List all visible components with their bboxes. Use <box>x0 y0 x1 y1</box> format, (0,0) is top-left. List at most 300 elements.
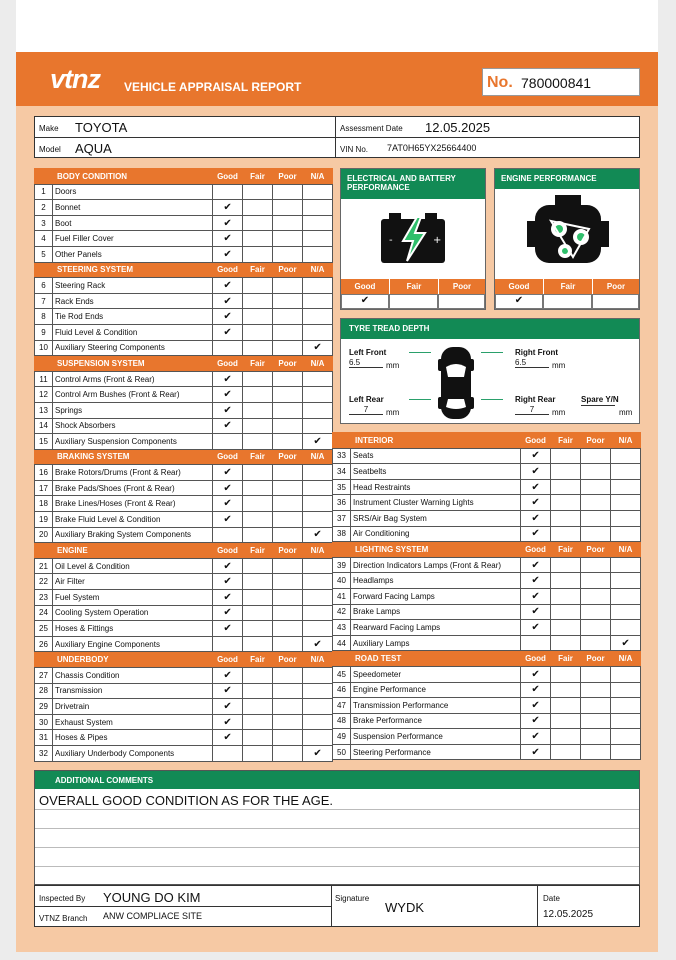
item-number: 26 <box>35 636 53 652</box>
rating-cell-fair[interactable] <box>243 730 273 746</box>
rating-cell-poor[interactable] <box>273 231 303 247</box>
checklist-row <box>333 588 641 604</box>
item-number: 31 <box>35 730 53 746</box>
rating-cell-good[interactable]: ✔ <box>213 668 243 684</box>
rating-cell-fair[interactable] <box>243 184 273 200</box>
rating-cell-fair[interactable] <box>243 371 273 387</box>
rating-cell-fair[interactable] <box>551 510 581 526</box>
rating-cell-fair[interactable] <box>243 527 273 543</box>
rating-cell-fair[interactable] <box>243 278 273 294</box>
rating-cell-na[interactable] <box>303 215 333 231</box>
rating-cell-na[interactable] <box>303 324 333 340</box>
column-header-fair: Fair <box>243 449 273 465</box>
rating-cell-na[interactable] <box>303 246 333 262</box>
vin-label: VIN No. <box>340 145 369 154</box>
rating-cell-fair[interactable] <box>551 495 581 511</box>
column-header-poor: Poor <box>581 651 611 667</box>
item-label: Auxiliary Lamps <box>351 635 521 651</box>
rating-cell-fair[interactable] <box>243 590 273 606</box>
rating-cell-fair[interactable] <box>243 200 273 216</box>
rating-cell-good[interactable]: ✔ <box>213 496 243 512</box>
rating-cell-good[interactable]: ✔ <box>521 557 551 573</box>
rating-cell-poor[interactable] <box>581 713 611 729</box>
item-number: 17 <box>35 480 53 496</box>
rating-cell-good[interactable]: ✔ <box>213 418 243 434</box>
rating-cell-poor[interactable] <box>581 682 611 698</box>
rating-cell-poor[interactable] <box>581 557 611 573</box>
top-margin <box>16 0 658 52</box>
rating-cell-na[interactable] <box>303 371 333 387</box>
rating-cell-poor[interactable] <box>273 434 303 450</box>
column-header-fair: Fair <box>243 169 273 185</box>
item-label: Suspension Performance <box>351 729 521 745</box>
rating-cell-na[interactable] <box>303 668 333 684</box>
rating-cell-na[interactable] <box>303 293 333 309</box>
checklist-row <box>35 434 333 450</box>
item-label: Exhaust System <box>53 714 213 730</box>
rating-cell-poor[interactable] <box>273 418 303 434</box>
rating-cell-fair[interactable] <box>243 558 273 574</box>
section-header <box>35 262 333 278</box>
rating-cell-na[interactable]: ✔ <box>303 434 333 450</box>
rating-cell-good[interactable]: ✔ <box>213 371 243 387</box>
rating-cell-poor[interactable] <box>273 324 303 340</box>
rating-cell-fair[interactable] <box>551 729 581 745</box>
rating-cell-poor[interactable] <box>273 340 303 356</box>
rating-cell-poor[interactable] <box>273 590 303 606</box>
rating-cell-poor[interactable] <box>273 527 303 543</box>
section-title: BODY CONDITION <box>35 169 213 185</box>
rating-cell-good[interactable] <box>213 184 243 200</box>
rating-cell-fair[interactable] <box>243 480 273 496</box>
rating-cell-na[interactable] <box>303 558 333 574</box>
rating-cell-na[interactable] <box>611 729 641 745</box>
rating-cell-na[interactable] <box>303 387 333 403</box>
rating-cell-fair[interactable] <box>551 588 581 604</box>
rating-cell-good[interactable]: ✔ <box>213 278 243 294</box>
rating-cell-na[interactable] <box>303 512 333 528</box>
rating-cell-good[interactable]: ✔ <box>521 588 551 604</box>
rating-cell-na[interactable] <box>303 683 333 699</box>
rating-cell-poor[interactable] <box>581 510 611 526</box>
rating-cell-na[interactable] <box>611 448 641 464</box>
rating-cell-good[interactable]: ✔ <box>213 590 243 606</box>
rating-cell-poor[interactable] <box>273 605 303 621</box>
rating-cell-fair[interactable] <box>243 605 273 621</box>
rear-left-arrow <box>409 399 431 400</box>
rating-cell-good[interactable]: ✔ <box>213 714 243 730</box>
right-rear-value[interactable]: 7 <box>515 405 549 415</box>
item-label: Brake Lines/Hoses (Front & Rear) <box>53 496 213 512</box>
rating-cell-good[interactable]: ✔ <box>213 324 243 340</box>
left-checklist <box>34 168 333 762</box>
rating-cell-poor[interactable] <box>581 479 611 495</box>
rating-cell-poor[interactable] <box>581 604 611 620</box>
item-label: Auxiliary Underbody Components <box>53 745 213 761</box>
section-title: BRAKING SYSTEM <box>35 449 213 465</box>
column-header-good: Good <box>213 356 243 372</box>
rating-cell-good[interactable]: ✔ <box>213 402 243 418</box>
rating-cell-fair[interactable] <box>243 340 273 356</box>
rating-cell-good[interactable]: ✔ <box>521 479 551 495</box>
rating-cell-good[interactable] <box>213 527 243 543</box>
rating-cell-good[interactable]: ✔ <box>521 510 551 526</box>
rating-cell-fair[interactable] <box>243 683 273 699</box>
rating-cell-poor[interactable] <box>581 729 611 745</box>
item-label: Speedometer <box>351 666 521 682</box>
svg-text:+: + <box>433 235 442 246</box>
rating-cell-poor[interactable] <box>581 635 611 651</box>
report-header <box>16 52 658 106</box>
electrical-good-cell[interactable]: ✔ <box>341 294 389 309</box>
rating-cell-good[interactable]: ✔ <box>213 387 243 403</box>
rating-cell-fair[interactable] <box>551 635 581 651</box>
rating-cell-na[interactable] <box>303 605 333 621</box>
rating-cell-na[interactable]: ✔ <box>303 636 333 652</box>
rating-cell-fair[interactable] <box>551 479 581 495</box>
rating-cell-good[interactable]: ✔ <box>213 699 243 715</box>
item-label: Fuel System <box>53 590 213 606</box>
rating-cell-good[interactable]: ✔ <box>213 293 243 309</box>
item-number: 33 <box>333 448 351 464</box>
rating-cell-good[interactable]: ✔ <box>521 526 551 542</box>
checklist-row <box>333 557 641 573</box>
item-number: 50 <box>333 744 351 760</box>
rating-cell-fair[interactable] <box>551 698 581 714</box>
rating-cell-good[interactable] <box>213 636 243 652</box>
rating-cell-na[interactable] <box>303 184 333 200</box>
assessment-date-label: Assessment Date <box>340 124 403 133</box>
item-label: Auxiliary Braking System Components <box>53 527 213 543</box>
rating-cell-fair[interactable] <box>551 573 581 589</box>
left-front-value[interactable]: 6.5 <box>349 358 383 368</box>
column-header-na: N/A <box>303 543 333 559</box>
item-label: Shock Absorbers <box>53 418 213 434</box>
rating-cell-poor[interactable] <box>273 668 303 684</box>
rating-cell-fair[interactable] <box>551 620 581 636</box>
rating-cell-good[interactable]: ✔ <box>521 729 551 745</box>
rating-cell-na[interactable] <box>611 557 641 573</box>
rating-cell-good[interactable]: ✔ <box>213 480 243 496</box>
rating-cell-poor[interactable] <box>581 448 611 464</box>
rating-cell-na[interactable] <box>303 480 333 496</box>
electrical-poor-cell[interactable] <box>438 294 485 309</box>
appraisal-sheet <box>16 0 658 952</box>
rating-cell-fair[interactable] <box>243 465 273 481</box>
rating-cell-poor[interactable] <box>273 714 303 730</box>
rating-cell-poor[interactable] <box>273 621 303 637</box>
rating-cell-poor[interactable] <box>273 699 303 715</box>
engine-poor-cell[interactable] <box>592 294 639 309</box>
rating-cell-fair[interactable] <box>243 246 273 262</box>
branch-label: VTNZ Branch <box>39 914 88 923</box>
section-title: SUSPENSION SYSTEM <box>35 356 213 372</box>
rating-cell-na[interactable] <box>611 713 641 729</box>
rating-cell-good[interactable]: ✔ <box>521 713 551 729</box>
checklist-row <box>333 620 641 636</box>
checklist-row <box>333 604 641 620</box>
rating-cell-good[interactable]: ✔ <box>213 465 243 481</box>
rating-cell-na[interactable] <box>611 620 641 636</box>
rating-cell-poor[interactable] <box>581 698 611 714</box>
rating-cell-good[interactable] <box>213 340 243 356</box>
rating-cell-poor[interactable] <box>581 573 611 589</box>
column-header-poor: Poor <box>273 652 303 668</box>
item-number: 22 <box>35 574 53 590</box>
rating-cell-na[interactable] <box>611 573 641 589</box>
checklist-row <box>35 745 333 761</box>
checklist-row <box>333 495 641 511</box>
rating-cell-na[interactable] <box>303 231 333 247</box>
rating-cell-good[interactable]: ✔ <box>521 744 551 760</box>
rating-cell-na[interactable] <box>303 699 333 715</box>
report-number: 780000841 <box>521 75 592 91</box>
rating-cell-poor[interactable] <box>273 309 303 325</box>
rating-cell-na[interactable] <box>303 574 333 590</box>
rating-cell-na[interactable]: ✔ <box>303 527 333 543</box>
rating-cell-poor[interactable] <box>581 620 611 636</box>
rating-cell-poor[interactable] <box>273 683 303 699</box>
rating-cell-fair[interactable] <box>551 744 581 760</box>
rating-cell-fair[interactable] <box>243 699 273 715</box>
rating-cell-good[interactable]: ✔ <box>521 604 551 620</box>
rating-cell-fair[interactable] <box>551 682 581 698</box>
rating-cell-poor[interactable] <box>273 512 303 528</box>
rating-cell-poor[interactable] <box>273 387 303 403</box>
rating-cell-fair[interactable] <box>243 512 273 528</box>
rating-cell-poor[interactable] <box>273 184 303 200</box>
rating-cell-good[interactable] <box>213 434 243 450</box>
rating-cell-poor[interactable] <box>273 293 303 309</box>
column-header-na: N/A <box>303 262 333 278</box>
checklist-row <box>35 683 333 699</box>
checklist-row <box>35 699 333 715</box>
rating-cell-na[interactable] <box>303 621 333 637</box>
rating-cell-fair[interactable] <box>551 713 581 729</box>
rating-cell-fair[interactable] <box>243 636 273 652</box>
rating-cell-good[interactable]: ✔ <box>521 682 551 698</box>
rating-cell-poor[interactable] <box>581 588 611 604</box>
item-number: 3 <box>35 215 53 231</box>
rating-cell-fair[interactable] <box>243 496 273 512</box>
rating-cell-na[interactable] <box>303 465 333 481</box>
report-number-box <box>482 68 640 96</box>
rating-cell-fair[interactable] <box>243 714 273 730</box>
rating-cell-fair[interactable] <box>551 526 581 542</box>
section-title: ENGINE <box>35 543 213 559</box>
rating-cell-na[interactable] <box>611 604 641 620</box>
item-label: Hoses & Fittings <box>53 621 213 637</box>
rating-cell-poor[interactable] <box>273 215 303 231</box>
checklist-row <box>35 668 333 684</box>
rating-cell-fair[interactable] <box>243 309 273 325</box>
rating-cell-good[interactable]: ✔ <box>213 574 243 590</box>
make-value: TOYOTA <box>75 120 128 135</box>
rating-cell-na[interactable] <box>611 526 641 542</box>
rating-cell-poor[interactable] <box>581 495 611 511</box>
rating-cell-good[interactable]: ✔ <box>213 200 243 216</box>
rating-cell-good[interactable]: ✔ <box>521 573 551 589</box>
rating-cell-poor[interactable] <box>273 730 303 746</box>
column-header-na: N/A <box>303 356 333 372</box>
checklist-row <box>333 510 641 526</box>
rating-cell-na[interactable]: ✔ <box>303 340 333 356</box>
rating-cell-poor[interactable] <box>273 246 303 262</box>
item-number: 39 <box>333 557 351 573</box>
rating-cell-na[interactable]: ✔ <box>303 745 333 761</box>
rating-cell-poor[interactable] <box>273 371 303 387</box>
rating-cell-na[interactable] <box>303 496 333 512</box>
engine-fair-cell[interactable] <box>543 294 592 309</box>
rating-cell-good[interactable]: ✔ <box>521 666 551 682</box>
section-header <box>35 652 333 668</box>
rating-cell-fair[interactable] <box>551 666 581 682</box>
item-number: 24 <box>35 605 53 621</box>
svg-text:-: - <box>389 235 393 246</box>
rating-cell-good[interactable]: ✔ <box>521 464 551 480</box>
spare-value[interactable] <box>581 405 615 406</box>
rating-cell-good[interactable]: ✔ <box>521 698 551 714</box>
rating-cell-na[interactable] <box>611 588 641 604</box>
rating-cell-na[interactable] <box>611 510 641 526</box>
rating-cell-good[interactable]: ✔ <box>213 231 243 247</box>
item-label: Other Panels <box>53 246 213 262</box>
rating-cell-na[interactable] <box>303 418 333 434</box>
rating-cell-good[interactable]: ✔ <box>213 512 243 528</box>
rating-cell-na[interactable] <box>611 666 641 682</box>
rating-cell-na[interactable] <box>611 495 641 511</box>
rating-cell-na[interactable] <box>611 464 641 480</box>
rating-cell-fair[interactable] <box>551 604 581 620</box>
rating-cell-na[interactable] <box>611 682 641 698</box>
rating-cell-poor[interactable] <box>581 744 611 760</box>
rating-cell-fair[interactable] <box>243 215 273 231</box>
rating-cell-na[interactable] <box>303 402 333 418</box>
item-number: 46 <box>333 682 351 698</box>
rating-cell-poor[interactable] <box>273 480 303 496</box>
vehicle-info-box <box>34 116 640 158</box>
checklist-row <box>35 558 333 574</box>
right-rear-unit: mm <box>552 408 566 417</box>
rating-cell-poor[interactable] <box>273 574 303 590</box>
rating-cell-poor[interactable] <box>273 278 303 294</box>
electrical-title: ELECTRICAL AND BATTERY PERFORMANCE <box>341 169 485 199</box>
rating-cell-poor[interactable] <box>273 402 303 418</box>
rating-cell-fair[interactable] <box>243 387 273 403</box>
electrical-panel <box>340 168 486 310</box>
checklist-row <box>333 713 641 729</box>
rating-cell-fair[interactable] <box>243 434 273 450</box>
item-label: Air Conditioning <box>351 526 521 542</box>
item-label: Headlamps <box>351 573 521 589</box>
rating-cell-fair[interactable] <box>551 464 581 480</box>
rating-cell-good[interactable]: ✔ <box>213 215 243 231</box>
rating-cell-fair[interactable] <box>551 557 581 573</box>
rating-cell-na[interactable]: ✔ <box>611 635 641 651</box>
item-label: Direction Indicators Lamps (Front & Rear) <box>351 557 521 573</box>
item-number: 29 <box>35 699 53 715</box>
rating-cell-fair[interactable] <box>243 402 273 418</box>
rating-cell-na[interactable] <box>303 590 333 606</box>
rating-cell-fair[interactable] <box>243 293 273 309</box>
item-label: Brake Pads/Shoes (Front & Rear) <box>53 480 213 496</box>
inspected-by-value: YOUNG DO KIM <box>103 890 201 905</box>
rating-cell-fair[interactable] <box>243 324 273 340</box>
rating-cell-na[interactable] <box>303 714 333 730</box>
rating-cell-fair[interactable] <box>243 418 273 434</box>
rating-cell-fair[interactable] <box>243 231 273 247</box>
rating-cell-fair[interactable] <box>243 621 273 637</box>
rating-cell-poor[interactable] <box>273 465 303 481</box>
rating-cell-na[interactable] <box>303 309 333 325</box>
rating-cell-good[interactable]: ✔ <box>213 558 243 574</box>
item-number: 45 <box>333 666 351 682</box>
rating-cell-good[interactable]: ✔ <box>213 730 243 746</box>
rating-cell-poor[interactable] <box>581 464 611 480</box>
checklist-row <box>333 448 641 464</box>
rating-cell-good[interactable] <box>213 745 243 761</box>
comment-text[interactable]: OVERALL GOOD CONDITION AS FOR THE AGE. <box>39 793 334 808</box>
item-number: 13 <box>35 402 53 418</box>
rating-cell-poor[interactable] <box>581 526 611 542</box>
rating-cell-poor[interactable] <box>273 558 303 574</box>
rating-cell-na[interactable] <box>611 744 641 760</box>
model-label: Model <box>39 145 61 154</box>
rating-cell-fair[interactable] <box>551 448 581 464</box>
electrical-fair-cell[interactable] <box>389 294 438 309</box>
inspected-by-label: Inspected By <box>39 894 86 903</box>
item-number: 34 <box>333 464 351 480</box>
item-label: Rearward Facing Lamps <box>351 620 521 636</box>
rating-cell-poor[interactable] <box>273 200 303 216</box>
rating-cell-good[interactable]: ✔ <box>213 683 243 699</box>
rating-cell-good[interactable]: ✔ <box>213 605 243 621</box>
engine-good-header: Good <box>495 279 543 294</box>
rating-cell-poor[interactable] <box>581 666 611 682</box>
rating-cell-good[interactable]: ✔ <box>213 621 243 637</box>
column-header-good: Good <box>213 169 243 185</box>
rating-cell-good[interactable]: ✔ <box>521 448 551 464</box>
rating-cell-good[interactable]: ✔ <box>213 246 243 262</box>
item-number: 16 <box>35 465 53 481</box>
rating-cell-poor[interactable] <box>273 636 303 652</box>
item-label: SRS/Air Bag System <box>351 510 521 526</box>
rating-cell-poor[interactable] <box>273 496 303 512</box>
rating-cell-na[interactable] <box>303 730 333 746</box>
rating-cell-na[interactable] <box>611 479 641 495</box>
rating-cell-good[interactable]: ✔ <box>521 620 551 636</box>
left-front-label: Left Front <box>349 348 387 357</box>
rating-cell-fair[interactable] <box>243 574 273 590</box>
rating-cell-good[interactable] <box>521 635 551 651</box>
left-rear-value[interactable]: 7 <box>349 405 383 415</box>
engine-good-cell[interactable]: ✔ <box>495 294 543 309</box>
rating-cell-good[interactable]: ✔ <box>213 309 243 325</box>
rating-cell-fair[interactable] <box>243 745 273 761</box>
rating-cell-na[interactable] <box>303 200 333 216</box>
rating-cell-fair[interactable] <box>243 668 273 684</box>
item-label: Drivetrain <box>53 699 213 715</box>
rating-cell-good[interactable]: ✔ <box>521 495 551 511</box>
rating-cell-poor[interactable] <box>273 745 303 761</box>
rating-cell-na[interactable] <box>303 278 333 294</box>
rating-cell-na[interactable] <box>611 698 641 714</box>
item-number: 19 <box>35 512 53 528</box>
checklist-row <box>333 464 641 480</box>
date-value: 12.05.2025 <box>543 909 594 920</box>
checklist-row <box>35 309 333 325</box>
right-front-value[interactable]: 6.5 <box>515 358 549 368</box>
